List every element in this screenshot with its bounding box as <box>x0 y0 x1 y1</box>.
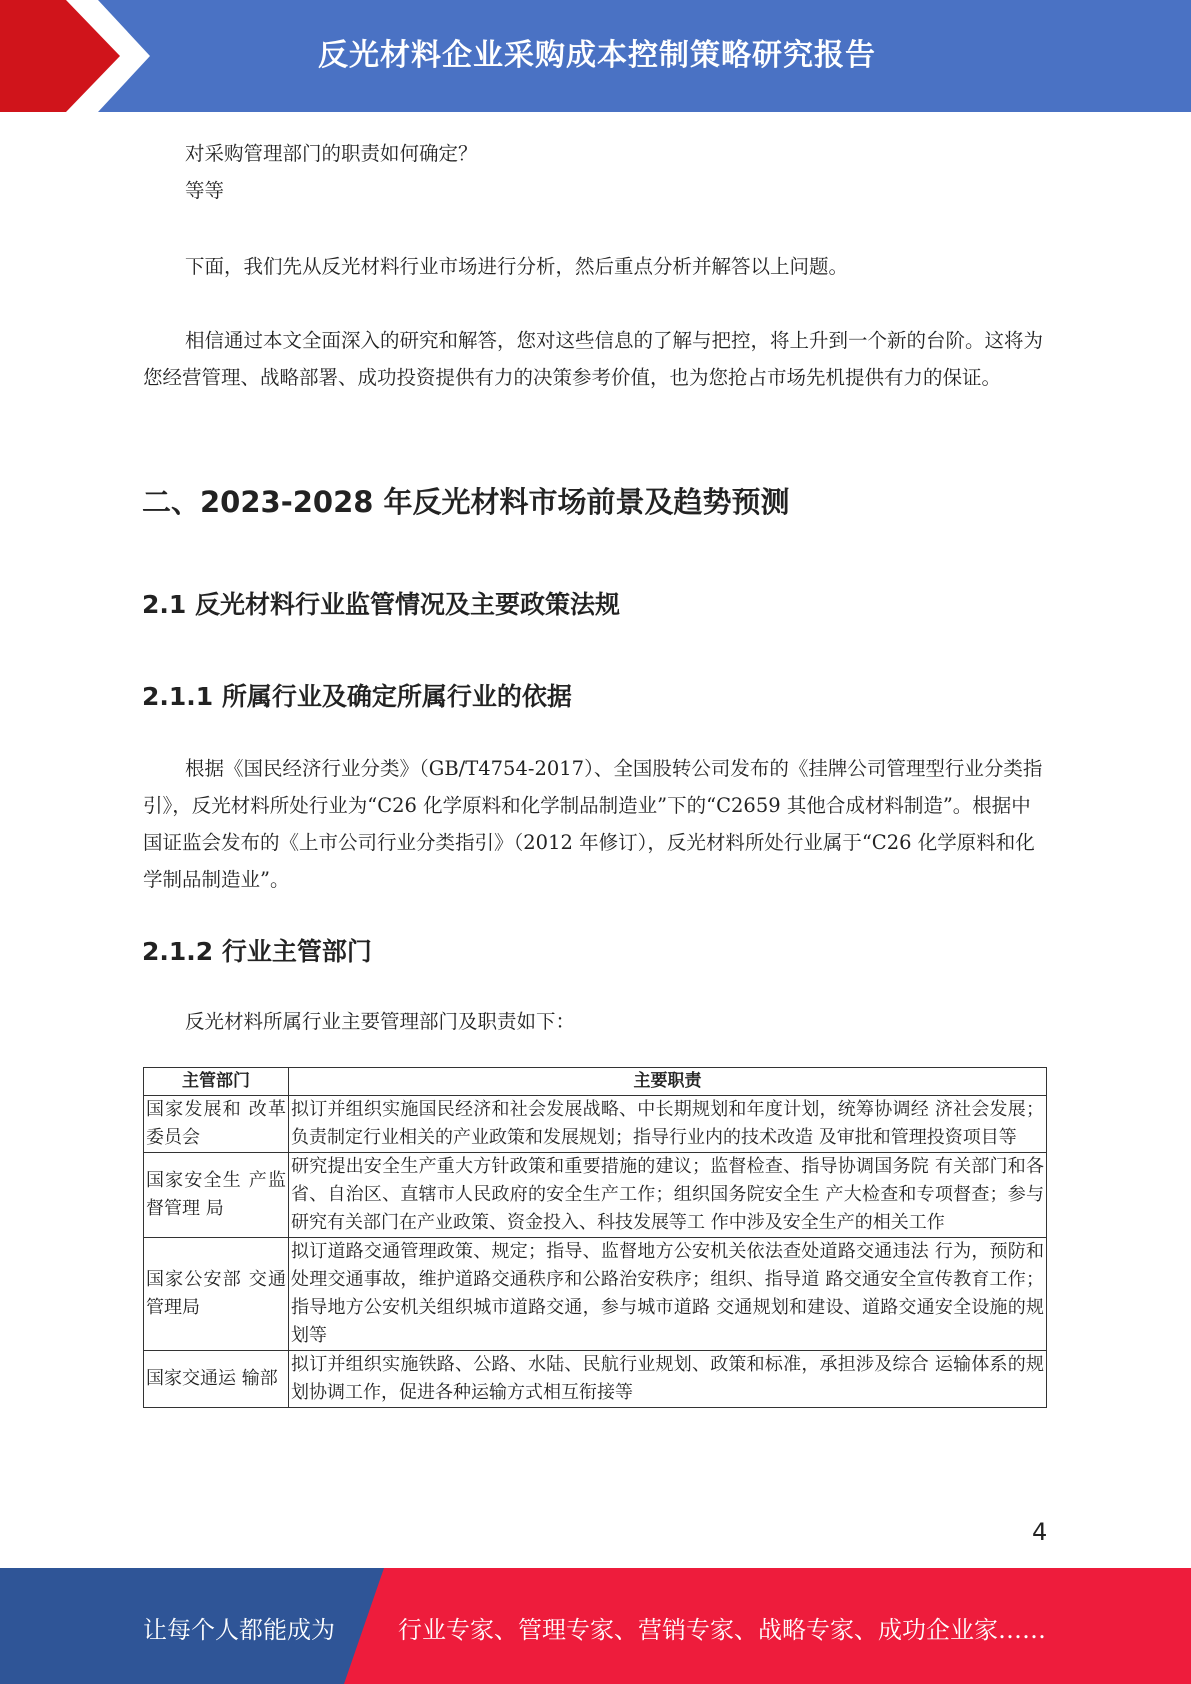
table-row <box>144 1153 1047 1238</box>
table-row <box>144 1096 1047 1153</box>
footer-slogan-left: 让每个人都能成为 <box>143 1616 335 1644</box>
table-row <box>144 1238 1047 1351</box>
table-cell-duty: 拟订并组织实施铁路、公路、水陆、民航行业规划、政策和标准，承担涉及综合 运输体系的规划协调工作，促进各种运输方式相互衔接等 <box>289 1351 1047 1408</box>
subsection-heading-2-1: 2.1 反光材料行业监管情况及主要政策法规 <box>142 590 620 619</box>
table-cell-dept: 国家发展和 改革委员会 <box>144 1096 289 1153</box>
table-cell-duty: 拟订并组织实施国民经济和社会发展战略、中长期规划和年度计划，统筹协调经 济社会发展；负责制定行业相关的产业政策和发展规划；指导行业内的技术改造 及审批和管理投资项目等 <box>289 1096 1047 1153</box>
header-title: 反光材料企业采购成本控制策略研究报告 <box>318 38 876 73</box>
paragraph-2: 相信通过本文全面深入的研究和解答，您对这些信息的了解与把控，将上升到一个新的台阶。这将为您经营管理、战略部署、成功投资提供有力的决策参考价值，也为您抢占市场先机提供有力的保证。 <box>143 329 1044 389</box>
table-row <box>144 1351 1047 1408</box>
paragraph-1: 下面，我们先从反光材料行业市场进行分析，然后重点分析并解答以上问题。 <box>185 255 849 278</box>
header-chevron-icon <box>0 0 160 112</box>
subsection-heading-2-1-1: 2.1.1 所属行业及确定所属行业的依据 <box>142 682 572 711</box>
table-cell-dept: 国家公安部 交通管理局 <box>144 1238 289 1351</box>
page-footer <box>0 1568 1191 1684</box>
intro-line-1: 对采购管理部门的职责如何确定？ <box>185 142 478 165</box>
footer-slogan-right: 行业专家、管理专家、营销专家、战略专家、成功企业家…… <box>398 1616 1046 1644</box>
table-header-dept: 主管部门 <box>144 1068 289 1096</box>
paragraph-4: 反光材料所属行业主要管理部门及职责如下： <box>185 1010 576 1033</box>
department-table <box>143 1067 1047 1408</box>
page-header <box>0 0 1191 112</box>
paragraph-3: 根据《国民经济行业分类》（GB/T4754-2017）、全国股转公司发布的《挂牌公司管理型行业分类指引》，反光材料所处行业为“C26 化学原料和化学制品制造业”下的“C2659 其他合成材料制造”。根据中国证监会发布的《上市公司行业分类指引》（2012 年修订），反光材料所处行业属于“C26 化学原料和化学制品制造业”。 <box>143 757 1043 891</box>
table-header-row <box>144 1068 1047 1096</box>
page-number: 4 <box>1032 1518 1048 1546</box>
table-header-duty: 主要职责 <box>289 1068 1047 1096</box>
table-cell-dept: 国家安全生 产监督管理 局 <box>144 1153 289 1238</box>
table-cell-duty: 研究提出安全生产重大方针政策和重要措施的建议；监督检查、指导协调国务院 有关部门和各省、自治区、直辖市人民政府的安全生产工作；组织国务院安全生 产大检查和专项督查；参与研究有关部门在产业政策、资金投入、科技发展等工 作中涉及安全生产的相关工作 <box>289 1153 1047 1238</box>
table-cell-duty: 拟订道路交通管理政策、规定；指导、监督地方公安机关依法查处道路交通违法 行为，预防和处理交通事故，维护道路交通秩序和公路治安秩序；组织、指导道 路交通安全宣传教育工作；指导地方公安机关组织城市道路交通，参与城市道路 交通规划和建设、道路交通安全设施的规划等 <box>289 1238 1047 1351</box>
table-cell-dept: 国家交通运 输部 <box>144 1351 289 1408</box>
section-heading: 二、2023-2028 年反光材料市场前景及趋势预测 <box>142 485 790 519</box>
subsection-heading-2-1-2: 2.1.2 行业主管部门 <box>142 937 372 966</box>
intro-line-2: 等等 <box>185 179 225 202</box>
